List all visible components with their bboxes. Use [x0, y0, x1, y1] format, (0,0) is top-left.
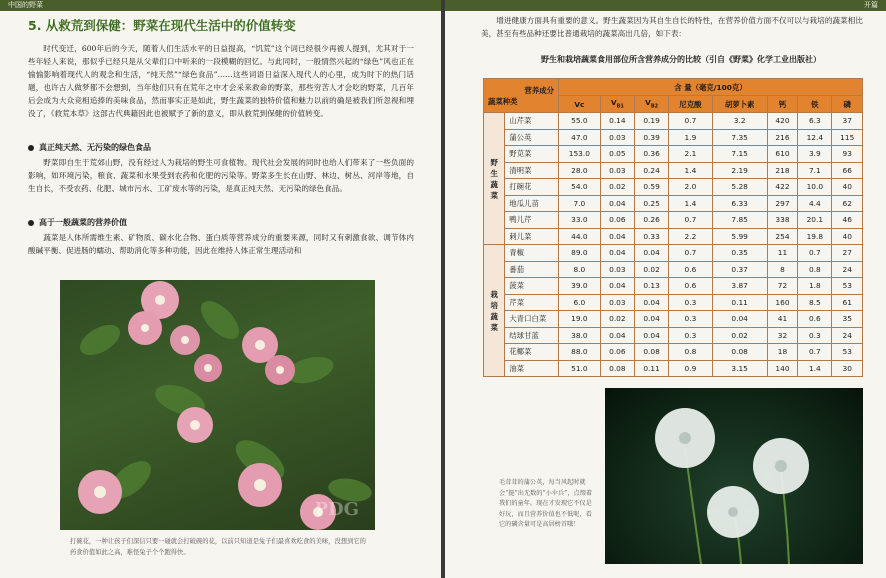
running-head-right: 开篇: [445, 0, 886, 11]
bullet-icon: [28, 145, 34, 151]
value-cell: 5.28: [712, 179, 767, 196]
column-header-vc: Vc: [559, 96, 601, 113]
value-cell: 140: [767, 360, 797, 377]
value-cell: 0.08: [712, 344, 767, 361]
value-cell: 8.5: [798, 294, 832, 311]
value-cell: 0.13: [634, 278, 668, 295]
table-row: [484, 228, 863, 245]
value-cell: 0.03: [600, 129, 634, 146]
table-title: 野生和栽培蔬菜食用部位所含营养成分的比较（引自《野菜》化学工业出版社）: [541, 55, 821, 64]
value-cell: 115: [832, 129, 863, 146]
value-cell: 12.4: [798, 129, 832, 146]
value-cell: 0.8: [798, 261, 832, 278]
value-cell: 0.06: [600, 344, 634, 361]
value-cell: 0.24: [634, 162, 668, 179]
column-header-iron: 铁: [798, 96, 832, 113]
value-cell: 0.6: [669, 278, 712, 295]
value-cell: 0.02: [634, 261, 668, 278]
table-corner-cell: [484, 79, 559, 113]
vegetable-name-cell: 菠菜: [505, 278, 559, 295]
value-cell: 5.99: [712, 228, 767, 245]
nutrient-table: [483, 78, 863, 377]
value-cell: 61: [832, 294, 863, 311]
table-row: [484, 146, 863, 163]
section-heading-green-food: [28, 142, 151, 153]
value-cell: 610: [767, 146, 797, 163]
column-header-vb1: $V_{B1}$: [600, 96, 634, 113]
value-cell: 1.8: [798, 278, 832, 295]
value-cell: 28.0: [559, 162, 601, 179]
vegetable-name-cell: 番茄: [505, 261, 559, 278]
vegetable-name-cell: 油菜: [505, 360, 559, 377]
value-cell: 0.3: [669, 294, 712, 311]
watermark: PDG: [314, 499, 359, 520]
value-cell: 18: [767, 344, 797, 361]
bindweed-illustration: [60, 280, 375, 530]
value-cell: 0.02: [712, 327, 767, 344]
value-cell: 0.11: [634, 360, 668, 377]
bindweed-caption: 打碗花，一种让孩子们深信只要一碰就会打破碗的花，以前只知道是兔子们最喜欢吃食的美味，没想到它的药食价值如此之高，难怪兔子个个跑得快。: [70, 538, 366, 556]
dandelion-photo: [605, 388, 863, 564]
value-cell: 0.3: [798, 327, 832, 344]
value-cell: 51.0: [559, 360, 601, 377]
value-cell: 6.33: [712, 195, 767, 212]
corner-bottom-label: 蔬菜种类: [488, 96, 518, 106]
value-cell: 218: [767, 162, 797, 179]
table-row: [484, 129, 863, 146]
value-cell: 0.36: [634, 146, 668, 163]
table-header-row-1: [484, 79, 863, 96]
value-cell: 0.7: [798, 245, 832, 262]
value-cell: 33.0: [559, 212, 601, 229]
vegetable-name-cell: 花椰菜: [505, 344, 559, 361]
vegetable-name-cell: 结球甘蓝: [505, 327, 559, 344]
value-cell: 422: [767, 179, 797, 196]
value-cell: 47.0: [559, 129, 601, 146]
value-cell: 0.04: [634, 327, 668, 344]
value-cell: 2.19: [712, 162, 767, 179]
left-page: [0, 0, 441, 578]
content-header: 含 量（毫克/100克）: [559, 79, 863, 96]
value-cell: 0.7: [669, 113, 712, 130]
value-cell: 8.0: [559, 261, 601, 278]
value-cell: 0.04: [600, 228, 634, 245]
value-cell: 24: [832, 261, 863, 278]
value-cell: 30: [832, 360, 863, 377]
group-label: 野 生 蔬 菜: [484, 113, 505, 245]
value-cell: 0.7: [798, 344, 832, 361]
value-cell: 53: [832, 344, 863, 361]
value-cell: 37: [832, 113, 863, 130]
value-cell: 0.39: [634, 129, 668, 146]
value-cell: 0.8: [669, 344, 712, 361]
value-cell: 338: [767, 212, 797, 229]
value-cell: 0.04: [712, 311, 767, 328]
column-header-niacin: 尼克酸: [669, 96, 712, 113]
table-row: [484, 179, 863, 196]
value-cell: 7.35: [712, 129, 767, 146]
table-row: [484, 245, 863, 262]
value-cell: 40: [832, 179, 863, 196]
value-cell: 32: [767, 327, 797, 344]
value-cell: 0.02: [600, 311, 634, 328]
value-cell: 254: [767, 228, 797, 245]
value-cell: 88.0: [559, 344, 601, 361]
value-cell: 62: [832, 195, 863, 212]
value-cell: 19.8: [798, 228, 832, 245]
value-cell: 54.0: [559, 179, 601, 196]
value-cell: 6.0: [559, 294, 601, 311]
dandelion-illustration: [605, 388, 863, 564]
value-cell: 0.19: [634, 113, 668, 130]
corner-top-label: 营养成分: [524, 85, 554, 95]
value-cell: 72: [767, 278, 797, 295]
value-cell: 66: [832, 162, 863, 179]
value-cell: 0.04: [600, 245, 634, 262]
value-cell: 1.4: [669, 162, 712, 179]
value-cell: 2.2: [669, 228, 712, 245]
vegetable-name-cell: 清明菜: [505, 162, 559, 179]
table-row: [484, 212, 863, 229]
value-cell: 7.15: [712, 146, 767, 163]
right-page: [445, 0, 886, 578]
table-row: [484, 162, 863, 179]
table-row: [484, 311, 863, 328]
value-cell: 0.3: [669, 327, 712, 344]
value-cell: 2.1: [669, 146, 712, 163]
dandelion-caption: 毛茸茸的蒲公英，每当风起时就会“挺”出无数的“小伞兵”，点缀着我们的童年。现在才发现它不仅是好玩，而且营养价值也不低呢，看它的磷含量可是高居榜首哦！: [499, 479, 593, 528]
vegetable-name-cell: 芹菜: [505, 294, 559, 311]
value-cell: 24: [832, 327, 863, 344]
value-cell: 44.0: [559, 228, 601, 245]
vegetable-name-cell: 地瓜儿苗: [505, 195, 559, 212]
value-cell: 3.87: [712, 278, 767, 295]
value-cell: 7.0: [559, 195, 601, 212]
value-cell: 0.05: [600, 146, 634, 163]
table-row: [484, 195, 863, 212]
vegetable-name-cell: 蒲公英: [505, 129, 559, 146]
value-cell: 8: [767, 261, 797, 278]
value-cell: 3.15: [712, 360, 767, 377]
section-heading-text: 真正纯天然、无污染的绿色食品: [39, 143, 151, 152]
value-cell: 0.08: [600, 360, 634, 377]
column-header-phosphorus: 磷: [832, 96, 863, 113]
value-cell: 0.08: [634, 344, 668, 361]
value-cell: 7.1: [798, 162, 832, 179]
value-cell: 0.04: [600, 327, 634, 344]
value-cell: 0.6: [798, 311, 832, 328]
value-cell: 0.04: [634, 245, 668, 262]
table-row: [484, 261, 863, 278]
running-head-left: 中国的野菜: [0, 0, 441, 11]
intro-paragraph: 时代变迁，600年后的今天，随着人们生活水平的日益提高，“饥荒”这个词已经很少再被人提到，尤其对于一些年轻人来说，那似乎已经只是从父辈们口中听来的一段模糊的回忆。与此同时，一般情然兴起的“绿色”风也正在愉愉影响着现代人的观念和生活，“纯天然”“绿色食品”……这些词语日益深入现代人的心里，成为时下的热门话题，也许古人做梦都不会想到，当年他们只有在荒年之中才会采来救命的野菜，那些穷苦人才会吃的野菜，几百年后会成为大众竞相追捧的美味食品，然而事实正是如此，野生蔬菜的独特价值和魅力以前的确是被我们所忽视和埋没了，《救荒本草》这部古代典籍因此也被赋予了新的意义，即从救荒到保健的价值转变。: [28, 44, 414, 118]
value-cell: 0.33: [634, 228, 668, 245]
value-cell: 0.37: [712, 261, 767, 278]
value-cell: 0.6: [669, 261, 712, 278]
column-header-calcium: 钙: [767, 96, 797, 113]
value-cell: 35: [832, 311, 863, 328]
table-row: [484, 344, 863, 361]
right-intro-paragraph: 增进健康方面具有重要的意义。野生蔬菜因为其自生自长的特性，在营养价值方面不仅可以与栽培的蔬菜相比美，甚至有些品种还要比普通栽培的蔬菜高出几倍，如下表：: [481, 16, 863, 38]
vegetable-name-cell: 鸭儿芹: [505, 212, 559, 229]
value-cell: 1.4: [798, 360, 832, 377]
value-cell: 0.04: [600, 195, 634, 212]
value-cell: 0.04: [634, 311, 668, 328]
section-paragraph-nutrition: 蔬菜是人体所需维生素、矿物质、碳水化合物、蛋白质等营养成分的重要来源，同时又有刺激食欲、调节体内酸碱平衡、促进肠的蠕动、帮助消化等多种功能，因此在维持人体正常生理活动和: [28, 233, 414, 255]
value-cell: 160: [767, 294, 797, 311]
value-cell: 39.0: [559, 278, 601, 295]
table-row: [484, 113, 863, 130]
value-cell: 0.11: [712, 294, 767, 311]
value-cell: 0.03: [600, 261, 634, 278]
chapter-title: 5. 从救荒到保健：野菜在现代生活中的价值转变: [28, 18, 296, 33]
value-cell: 297: [767, 195, 797, 212]
value-cell: 0.03: [600, 162, 634, 179]
value-cell: 40: [832, 228, 863, 245]
value-cell: 0.06: [600, 212, 634, 229]
value-cell: 27: [832, 245, 863, 262]
value-cell: 0.02: [600, 179, 634, 196]
value-cell: 89.0: [559, 245, 601, 262]
value-cell: 3.2: [712, 113, 767, 130]
value-cell: 7.85: [712, 212, 767, 229]
vegetable-name-cell: 大青口白菜: [505, 311, 559, 328]
section-paragraph-green-food: 野菜即自生于荒郊山野，没有经过人为栽培的野生可食植物。现代社会发展的同时也给人们带来了一些负面的影响，如环境污染，粮食、蔬菜和水果受到农药和化肥的污染等。野菜多生长在山野、林边、树丛、河岸等地，自生自长，不受农药、化肥、城市污水、工矿废水等的污染，是真正纯天然、无污染的绿色食品。: [28, 158, 414, 193]
column-header-carotene: 胡萝卜素: [712, 96, 767, 113]
value-cell: 55.0: [559, 113, 601, 130]
table-row: [484, 294, 863, 311]
value-cell: 0.03: [600, 294, 634, 311]
value-cell: 6.3: [798, 113, 832, 130]
value-cell: 0.14: [600, 113, 634, 130]
value-cell: 1.4: [669, 195, 712, 212]
value-cell: 0.3: [669, 311, 712, 328]
value-cell: 0.26: [634, 212, 668, 229]
value-cell: 10.0: [798, 179, 832, 196]
value-cell: 0.35: [712, 245, 767, 262]
value-cell: 3.9: [798, 146, 832, 163]
value-cell: 420: [767, 113, 797, 130]
table-row: [484, 360, 863, 377]
value-cell: 0.25: [634, 195, 668, 212]
vegetable-name-cell: 刺儿菜: [505, 228, 559, 245]
value-cell: 19.0: [559, 311, 601, 328]
vegetable-name-cell: 野苋菜: [505, 146, 559, 163]
value-cell: 53: [832, 278, 863, 295]
value-cell: 41: [767, 311, 797, 328]
vegetable-name-cell: 山芹菜: [505, 113, 559, 130]
value-cell: 0.9: [669, 360, 712, 377]
section-heading-nutrition: [28, 217, 127, 228]
value-cell: 0.04: [634, 294, 668, 311]
value-cell: 0.04: [600, 278, 634, 295]
bullet-icon: [28, 220, 34, 226]
table-row: [484, 278, 863, 295]
table-body: [484, 113, 863, 377]
value-cell: 93: [832, 146, 863, 163]
value-cell: 153.0: [559, 146, 601, 163]
group-label: 栽 培 蔬 菜: [484, 245, 505, 377]
section-heading-text: 高于一般蔬菜的营养价值: [39, 218, 127, 227]
value-cell: 20.1: [798, 212, 832, 229]
value-cell: 216: [767, 129, 797, 146]
vegetable-name-cell: 青椒: [505, 245, 559, 262]
value-cell: 0.7: [669, 212, 712, 229]
table-row: [484, 327, 863, 344]
bindweed-photo: [60, 280, 375, 530]
value-cell: 4.4: [798, 195, 832, 212]
value-cell: 0.59: [634, 179, 668, 196]
value-cell: 2.0: [669, 179, 712, 196]
value-cell: 0.7: [669, 245, 712, 262]
column-header-vb2: $V_{B2}$: [634, 96, 668, 113]
value-cell: 1.9: [669, 129, 712, 146]
value-cell: 46: [832, 212, 863, 229]
vegetable-name-cell: 打碗花: [505, 179, 559, 196]
value-cell: 11: [767, 245, 797, 262]
value-cell: 38.0: [559, 327, 601, 344]
